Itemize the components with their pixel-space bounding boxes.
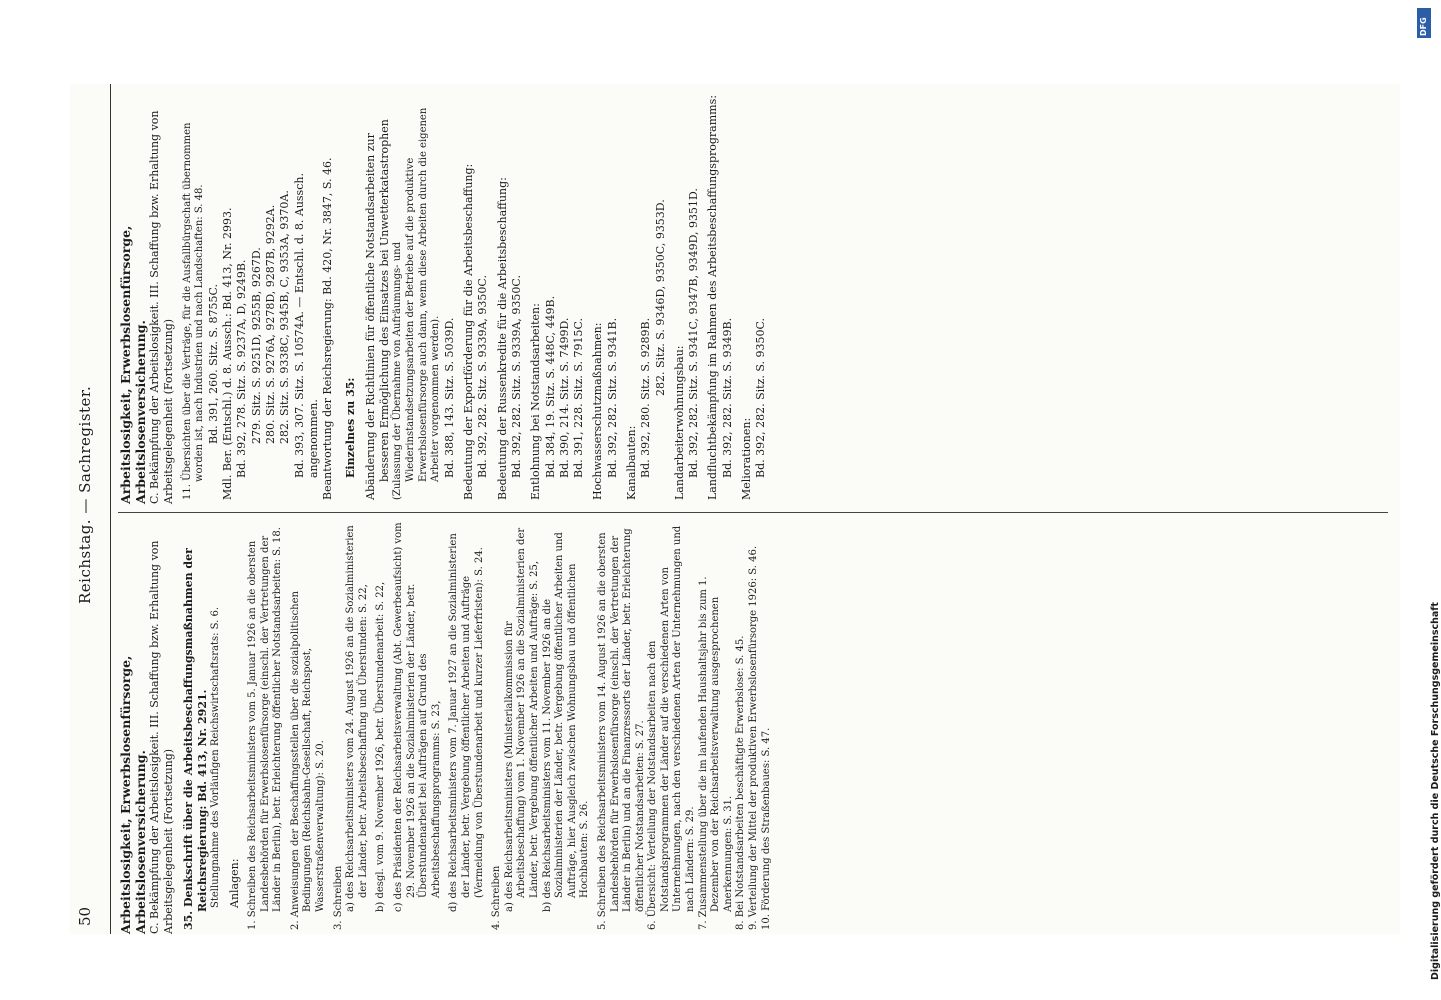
anlage-4: 4. Schreiben	[491, 865, 503, 930]
header-rule	[110, 84, 111, 934]
reference-line: Bd. 393, 307. Sitz. S. 10574A. — Entschl. d. 8. Aussch. angenommen.	[292, 173, 320, 478]
rotated-page-content	[70, 84, 1400, 934]
einzelnes-heading: Einzelnes zu 35:	[344, 377, 358, 478]
anlage-8: 8. Bei Notstandsarbeiten beschäftigte Erwerbslose: S. 45.	[735, 635, 747, 930]
entry-reference: Bd. 392, 282. Sitz. S. 9341C, 9347B, 9349D, 9351D.	[687, 188, 701, 478]
reference-line: Bd. 391, 260. Sitz. S. 8755C.	[206, 283, 220, 444]
entry-reference: Bd. 392, 280. Sitz. S. 9289B.	[639, 317, 653, 478]
anlage-3a: a) des Reichsarbeitsministers vom 24. August 1926 an die Sozialministerien der Länder, betr. Arbeitsbeschaffung und Überstunden: S. 22,	[345, 525, 369, 912]
anlage-2: 2. Anweisungen der Beschaffungsstellen über die sozialpolitischen Bedingungen (Reichsbahn-Gesellschaft, Reichspost, Wasserstraßenverwaltung): S. 20.	[289, 591, 327, 930]
entry-reference: Bd. 384, 19. Sitz. S. 448C, 449B.	[543, 295, 557, 478]
anlage-4a: a) des Reichsarbeitsministers (Ministerialkommission für Arbeitsbeschaffung) vom 1. November 1926 an die Sozialministerien der Länder, betr. Vergebung öffentlicher Arbeiten und Aufträge: S. 25,	[503, 527, 540, 912]
dfg-logo: DFG	[1417, 8, 1431, 38]
column-divider	[118, 512, 1388, 513]
right-heading-sub: C. Bekämpfung der Arbeitslosigkeit. III. Schaffung bzw. Erhaltung von Arbeitsgelegenheit (Fortsetzung)	[148, 110, 176, 504]
running-title: Reichstag. — Sachregister.	[76, 385, 94, 604]
reference-line: 280. Sitz. S. 9276A, 9278D, 9287B, 9292A.	[263, 204, 277, 444]
entry-reference: Bd. 390, 214. Sitz. S. 7499D.	[557, 317, 571, 478]
reference-line: 279. Sitz. S. 9251D, 9255B, 9267D.	[249, 247, 263, 444]
reference-line: Mdl. Ber. (Entschl.) d. 8. Aussch.: Bd. 413, Nr. 2993.	[221, 207, 235, 500]
anlage-3c: c) des Präsidenten der Reichsarbeitsverwaltung (Abt. Gewerbeaufsicht) vom 29. November 1926 an die Sozialministerien der Länder, betr. Überstundenarbeit bei Aufträgen auf Grund des Arbeitsbeschaffungsprogramms: S. 23,	[393, 522, 442, 912]
anlage-4b: b) des Reichsarbeitsministers vom 11. November 1926 an die Sozialministerien der Länder, betr. Vergebung öffentlicher Arbeiten und Aufträge, hier Ausgleich zwischen Wohnungsbau und öffentlichen Hochbauten: S. 26.	[541, 532, 591, 912]
entry-text: Bedeutung der Exportförderung für die Arbeitsbeschaffung:	[462, 163, 476, 500]
reference-line: Bd. 392, 278. Sitz. S. 9237A, D, 9249B.	[235, 259, 249, 478]
page-number: 50	[76, 906, 94, 926]
digitization-credit: Digitalisierung gefördert durch die Deutsche Forschungsgemeinschaft	[1430, 602, 1441, 980]
reference-line: 282. Sitz. S. 9338C, 9345B, C, 9353A, 9370A.	[278, 190, 292, 444]
entry-reference: Bd. 392, 282. Sitz. S. 9339A, 9350C.	[509, 275, 523, 478]
entry-text: Hochwasserschutzmaßnahmen:	[591, 322, 605, 500]
anlage-7: 7. Zusammenstellung über die im laufenden Haushaltsjahr bis zum 1. Dezember von der Reichsarbeitsverwaltung ausgesprochenen Anerkennungen: S. 31.	[697, 576, 734, 930]
anlage-1: 1. Schreiben des Reichsarbeitsministers vom 5. Januar 1926 an die obersten Landesbehörden für Erwerbslosenfürsorge (einschl. der Vertretungen der Länder in Berlin), betr. Erleichterung öffentlicher Notstandsarbeiten: S. 18.	[247, 527, 284, 930]
entry-text: Entlohnung bei Notstandsarbeiten:	[529, 303, 543, 500]
anlage-6: 6. Übersicht: Verteilung der Notstandsarbeiten nach den Notstandsprogrammen der Länder auf die verschiedenen Arten von Unternehmungen, nach den verschiedenen Arten der Unternehmungen und nach Ländern: S. 29.	[647, 525, 697, 930]
entry-text: Meliorationen:	[740, 417, 754, 500]
anlagen-label: Anlagen:	[227, 858, 241, 908]
anlage-3d: d) des Reichsarbeitsministers vom 7. Januar 1927 an die Sozialministerien der Länder, betr. Vergebung öffentlicher Arbeiten und Aufträge (Vermeidung von Überstundenarbeit und kurzer Lieferfristen): S. 24.	[448, 533, 485, 912]
anlage-10: 10. Förderung des Straßenbaues: S. 47.	[760, 727, 772, 930]
entry-reference: Bd. 391, 228. Sitz. S. 7915C.	[572, 317, 586, 478]
left-heading: Arbeitslosigkeit, Erwerbslosenfürsorge, Arbeitslosenversicherung.	[118, 655, 148, 934]
digitization-credit-bar	[1414, 0, 1441, 1000]
item-35-note: Stellungnahme des Vorläufigen Reichswirtschaftsrats: S. 6.	[210, 606, 222, 908]
entry-text: Bedeutung der Russenkredite für die Arbeitsbeschaffung:	[495, 177, 509, 500]
entry-text: Landfluchtbekämpfung im Rahmen des Arbeitsbeschaffungsprogramms:	[706, 95, 720, 500]
right-column	[118, 92, 1388, 504]
entry-note: (Zulassung der Übernahme von Aufräumungs- und Wiederinstandsetzungsarbeiten der Betriebe auf die produktive Erwerbslosenfürsorge auch dann, wenn diese Arbeiten durch die eigenen Arbeiter vorgenommen werden).	[392, 107, 442, 500]
right-heading: Arbeitslosigkeit, Erwerbslosenfürsorge, Arbeitslosenversicherung.	[118, 225, 148, 504]
anlage-9: 9. Verteilung der Mittel der produktiven Erwerbslosenfürsorge 1926: S. 46.	[748, 545, 760, 930]
page-header	[70, 84, 110, 934]
anlage-3b: b) desgl. vom 9. November 1926, betr. Überstundenarbeit: S. 22,	[375, 581, 387, 912]
entry-text: Abänderung der Richtlinien für öffentliche Notstandsarbeiten zur besseren Ermöglichung des Einsatzes bei Unwetterkatastrophen	[363, 119, 392, 500]
anlage-3: 3. Schreiben	[332, 865, 344, 930]
entry-reference: Bd. 388, 143. Sitz. S. 5039D.	[442, 317, 456, 478]
entry-text: Kanalbauten:	[624, 425, 638, 500]
entry-reference: 282. Sitz. S. 9346D, 9350C, 9353D.	[653, 199, 667, 396]
entry-reference: Bd. 392, 282. Sitz. S. 9339A, 9350C.	[476, 275, 490, 478]
anlage-11: 11. Übersichten über die Verträge, für die Ausfallbürgschaft übernommen worden ist, nach Industrien und nach Landschaften: S. 48.	[181, 122, 206, 500]
reference-line: Beantwortung der Reichsregierung: Bd. 420, Nr. 3847, S. 46.	[321, 157, 335, 500]
item-35-title: 35. Denkschrift über die Arbeitsbeschaffungsmaßnahmen der Reichsregierung: Bd. 413, Nr. 2921.	[181, 548, 209, 930]
entry-reference: Bd. 392, 282. Sitz. S. 9350C.	[754, 317, 768, 478]
anlage-5: 5. Schreiben des Reichsarbeitsministers vom 14. August 1926 an die obersten Landesbehörden für Erwerbslosenfürsorge (einschl. der Vertretungen der Länder in Berlin) und an die Finanzressorts der Länder, betr. Erleichterung öffentlicher Notstandsarbeiten: S. 27.	[596, 528, 646, 930]
left-heading-sub: C. Bekämpfung der Arbeitslosigkeit. III. Schaffung bzw. Erhaltung von Arbeitsgelegenheit (Fortsetzung)	[148, 540, 176, 934]
entry-reference: Bd. 392, 282. Sitz. S. 9349B.	[720, 317, 734, 478]
entry-reference: Bd. 392, 282. Sitz. S. 9341B.	[605, 317, 619, 478]
entry-text: Landarbeiterwohnungsbau:	[672, 345, 686, 500]
left-column	[118, 522, 1388, 934]
